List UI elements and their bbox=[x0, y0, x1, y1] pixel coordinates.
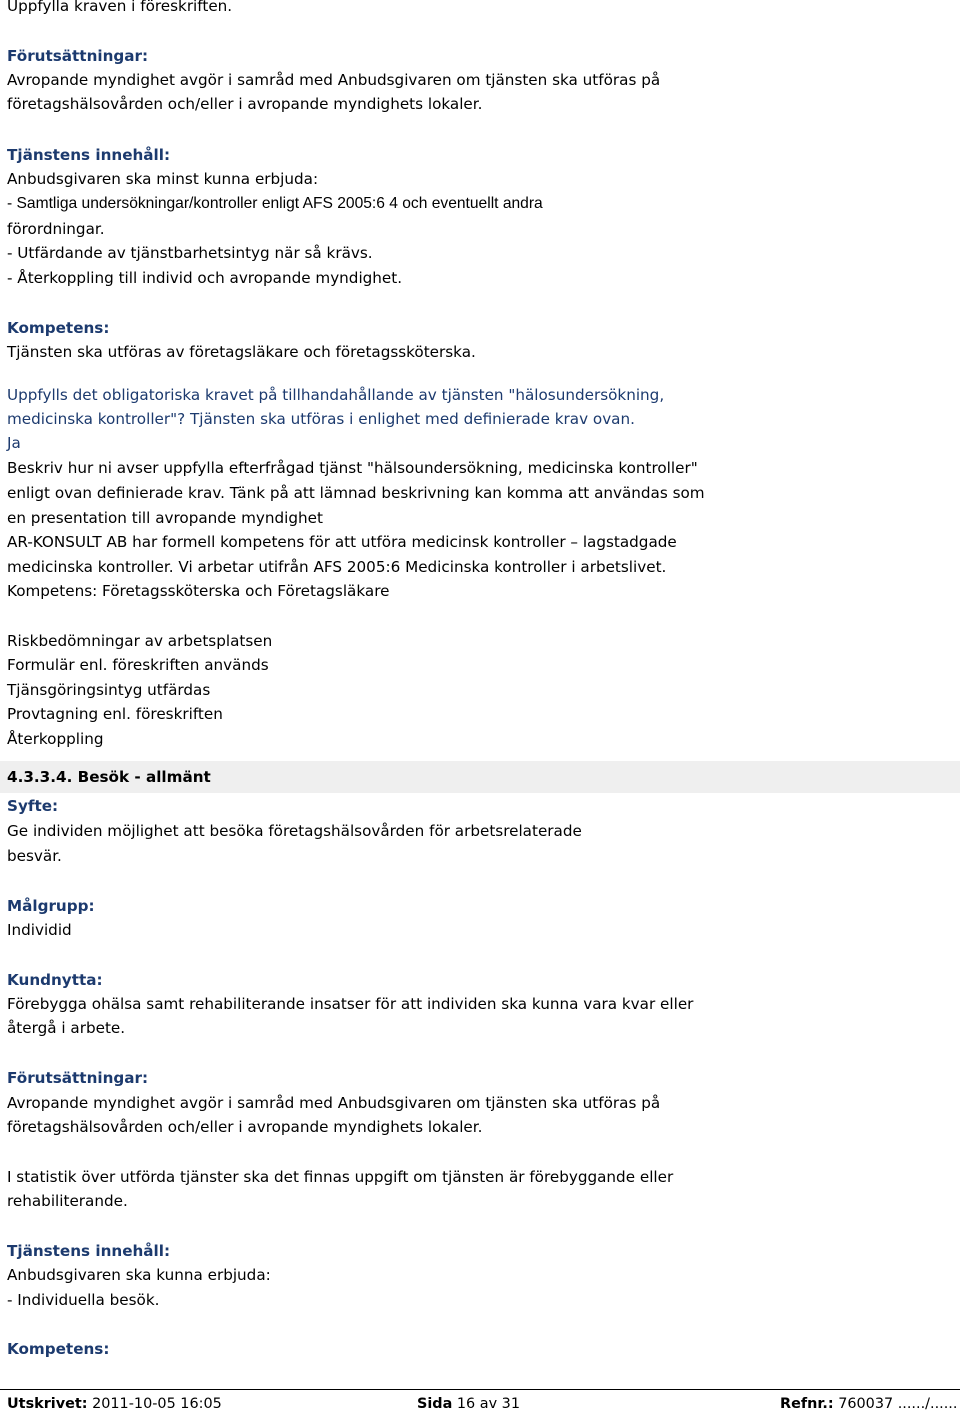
response-list-item-3: Tjänsgöringsintyg utfärdas bbox=[7, 681, 211, 699]
describe-line-2: enligt ovan definierade krav. Tänk på att lämnad beskrivning kan komma att användas som bbox=[7, 484, 705, 502]
footer-printed-value: 2011-10-05 16:05 bbox=[92, 1396, 222, 1412]
section-competence-heading: Kompetens: bbox=[7, 1340, 110, 1358]
response-line-3: Kompetens: Företagssköterska och Företagsläkare bbox=[7, 582, 390, 600]
response-list-item-2: Formulär enl. föreskriften används bbox=[7, 656, 269, 674]
footer-ref-label: Refnr.: bbox=[780, 1396, 834, 1412]
preconditions-heading: Förutsättningar: bbox=[7, 47, 149, 65]
purpose-heading: Syfte: bbox=[7, 797, 59, 815]
customer-value-line-1: Förebygga ohälsa samt rehabiliterande insatser för att individen ska kunna vara kvar eller bbox=[7, 995, 694, 1013]
preconditions-line-1: Avropande myndighet avgör i samråd med Anbudsgivaren om tjänsten ska utföras på bbox=[7, 71, 661, 89]
customer-value-line-2: återgå i arbete. bbox=[7, 1019, 126, 1037]
content-line-2: - Samtliga undersökningar/kontroller enligt AFS 2005:6 4 och eventuellt andra bbox=[7, 195, 543, 212]
competence-line-1: Tjänsten ska utföras av företagsläkare och företagssköterska. bbox=[7, 343, 476, 361]
footer-ref-value: 760037 ....../...... bbox=[838, 1396, 958, 1412]
section-content-line-1: Anbudsgivaren ska kunna erbjuda: bbox=[7, 1266, 271, 1284]
purpose-line-1: Ge individen möjlighet att besöka företagshälsovården för arbetsrelaterade bbox=[7, 822, 582, 840]
content-line-3: förordningar. bbox=[7, 220, 105, 238]
response-list-item-5: Återkoppling bbox=[7, 730, 104, 748]
section-preconditions-line-1: Avropande myndighet avgör i samråd med Anbudsgivaren om tjänsten ska utföras på bbox=[7, 1094, 661, 1112]
response-line-1: AR-KONSULT AB har formell kompetens för att utföra medicinsk kontroller – lagstadgade bbox=[7, 533, 677, 551]
preconditions-line-2: företagshälsovården och/eller i avropande myndighets lokaler. bbox=[7, 95, 483, 113]
footer-page-label: Sida bbox=[417, 1396, 453, 1412]
section-title: 4.3.3.4. Besök - allmänt bbox=[7, 768, 211, 786]
purpose-line-2: besvär. bbox=[7, 847, 62, 865]
response-line-2: medicinska kontroller. Vi arbetar utifrån AFS 2005:6 Medicinska kontroller i arbetslivet. bbox=[7, 558, 667, 576]
question-line-1: Uppfylls det obligatoriska kravet på tillhandahållande av tjänsten "hälosundersökning, bbox=[7, 386, 665, 404]
describe-line-1: Beskriv hur ni avser uppfylla efterfrågad tjänst "hälsoundersökning, medicinska kontroller" bbox=[7, 459, 698, 477]
target-group-line-1: Individid bbox=[7, 921, 72, 939]
statistics-line-1: I statistik över utförda tjänster ska det finnas uppgift om tjänsten är förebyggande eller bbox=[7, 1168, 674, 1186]
content-line-1: Anbudsgivaren ska minst kunna erbjuda: bbox=[7, 170, 319, 188]
question-line-2: medicinska kontroller"? Tjänsten ska utföras i enlighet med definierade krav ovan. bbox=[7, 410, 635, 428]
section-preconditions-line-2: företagshälsovården och/eller i avropande myndighets lokaler. bbox=[7, 1118, 483, 1136]
response-list-item-4: Provtagning enl. föreskriften bbox=[7, 705, 223, 723]
footer-ref bbox=[780, 1394, 957, 1414]
customer-value-heading: Kundnytta: bbox=[7, 971, 103, 989]
footer-page-value: 16 av 31 bbox=[456, 1396, 520, 1412]
describe-line-3: en presentation till avropande myndighet bbox=[7, 509, 323, 527]
content-line-5: - Återkoppling till individ och avropande myndighet. bbox=[7, 269, 403, 287]
section-preconditions-heading: Förutsättningar: bbox=[7, 1069, 149, 1087]
competence-heading: Kompetens: bbox=[7, 319, 110, 337]
section-content-heading: Tjänstens innehåll: bbox=[7, 1242, 171, 1260]
content-heading: Tjänstens innehåll: bbox=[7, 146, 171, 164]
statistics-line-2: rehabiliterande. bbox=[7, 1192, 128, 1210]
footer-printed bbox=[7, 1394, 222, 1414]
requirement-text: Uppfylla kraven i föreskriften. bbox=[7, 0, 233, 15]
section-content-line-2: - Individuella besök. bbox=[7, 1291, 160, 1309]
target-group-heading: Målgrupp: bbox=[7, 897, 95, 915]
footer-page bbox=[417, 1394, 520, 1414]
footer-printed-label: Utskrivet: bbox=[7, 1396, 88, 1412]
content-line-4: - Utfärdande av tjänstbarhetsintyg när så krävs. bbox=[7, 244, 373, 262]
footer-divider bbox=[0, 1389, 960, 1390]
response-list-item-1: Riskbedömningar av arbetsplatsen bbox=[7, 632, 273, 650]
answer-text: Ja bbox=[7, 434, 21, 452]
